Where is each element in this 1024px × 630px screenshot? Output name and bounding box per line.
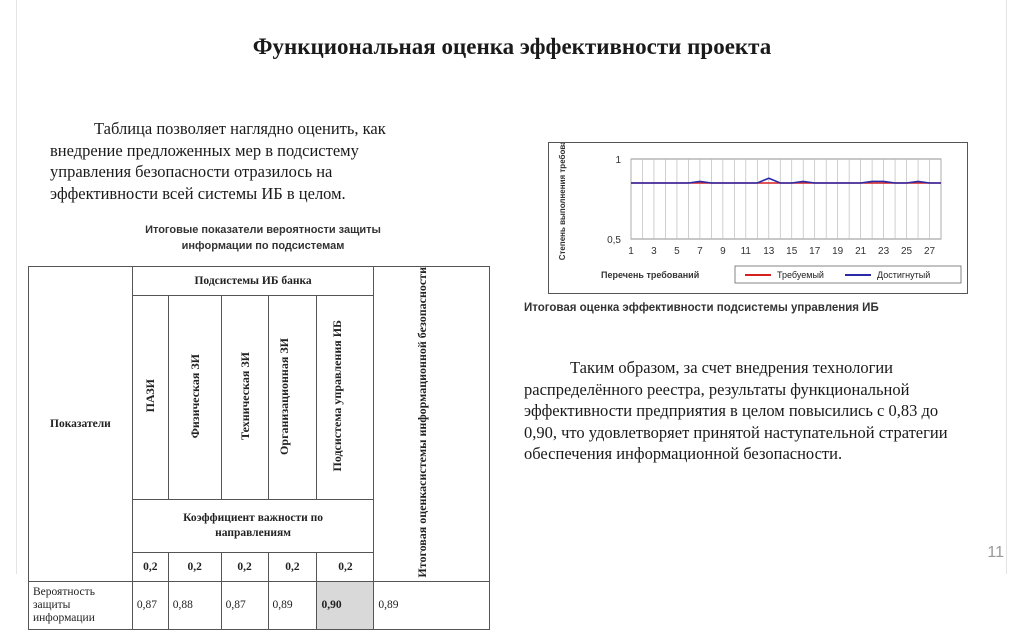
chart-container: [548, 142, 968, 294]
intro-paragraph: Таблица позволяет наглядно оценить, как внедрение предложенных мер в подсистему управления безопасности отразилось на эффективности всей системы ИБ в целом.: [50, 119, 386, 203]
coef-cell: 0,2: [168, 552, 221, 581]
page-number: 11: [987, 544, 1004, 561]
subsystem-table: [28, 266, 490, 630]
x-tick-label: 27: [923, 246, 936, 257]
x-tick-label: 5: [674, 246, 680, 257]
y-tick-label: 1: [615, 155, 621, 166]
row-header-cell: Показатели: [29, 267, 133, 582]
col-label-organizational: Организационная ЗИ: [277, 337, 292, 455]
conclusion-paragraph: Таким образом, за счет внедрения технологии распределённого реестра, результаты функциональной эффективности предприятия в целом повысились с 0,83 до 0,90, что удовлетворяет принятой наступательной стратегии обеспечения информационной безопасности.: [524, 358, 948, 463]
col-label-management: Подсистема управления ИБ: [330, 320, 345, 472]
col-header-technical: [221, 295, 268, 499]
x-tick-label: 17: [809, 246, 821, 257]
series-line-achieved: [631, 178, 941, 183]
col-label-physical: Физическая ЗИ: [187, 353, 202, 439]
slide-title: Функциональная оценка эффективности проекта: [252, 34, 772, 59]
row-label-probability: Вероятность защиты информации: [29, 581, 133, 629]
coef-cell: 0,2: [132, 552, 168, 581]
chart-legend: [735, 266, 961, 283]
x-tick-label: 25: [900, 246, 913, 257]
right-frame-line: [1006, 0, 1007, 574]
final-column-header: [374, 267, 490, 582]
value-cell: 0,89: [268, 581, 317, 629]
x-tick-label: 9: [720, 246, 726, 257]
chart-ylabel: Степень выполнения требований: [558, 143, 567, 261]
legend-achieved: Достигнутый: [877, 270, 931, 280]
value-cell: 0,87: [132, 581, 168, 629]
chart-caption: Итоговая оценка эффективности подсистемы управления ИБ: [524, 302, 879, 314]
left-frame-line: [16, 0, 17, 574]
value-cell-highlighted: 0,90: [317, 581, 374, 629]
x-tick-label: 3: [651, 246, 657, 257]
x-tick-label: 15: [786, 246, 798, 257]
value-cell: 0,87: [221, 581, 268, 629]
plot-area: [631, 159, 941, 239]
final-value-cell: 0,89: [374, 581, 490, 629]
col-header-organizational: [268, 295, 317, 499]
x-tick-label: 7: [697, 246, 703, 257]
coef-cell: 0,2: [268, 552, 317, 581]
col-header-pazi: [132, 295, 168, 499]
group-header-cell: Подсистемы ИБ банка: [132, 267, 374, 296]
line-chart: [549, 143, 967, 293]
coefficient-header: Коэффициент важности по направлениям: [132, 500, 374, 553]
col-header-management: [317, 295, 374, 499]
x-tick-label: 21: [855, 246, 867, 257]
coef-cell: 0,2: [221, 552, 268, 581]
x-tick-label: 19: [832, 246, 844, 257]
value-cell: 0,88: [168, 581, 221, 629]
x-tick-label: 11: [740, 246, 752, 257]
x-tick-label: 23: [878, 246, 890, 257]
coef-cell: 0,2: [317, 552, 374, 581]
y-tick-label: 0,5: [607, 235, 621, 246]
chart-xlabel: Перечень требований: [601, 270, 700, 280]
x-tick-label: 1: [628, 246, 634, 257]
x-tick-label: 13: [763, 246, 775, 257]
col-label-pazi: ПАЗИ: [143, 379, 158, 413]
legend-required: Требуемый: [777, 270, 824, 280]
col-header-physical: [168, 295, 221, 499]
final-column-label: Итоговая оценкасистемы информационной безопасности: [414, 267, 429, 578]
table-caption: Итоговые показатели вероятности защиты информации по подсистемам: [145, 224, 381, 252]
col-label-technical: Техническая ЗИ: [237, 352, 252, 440]
